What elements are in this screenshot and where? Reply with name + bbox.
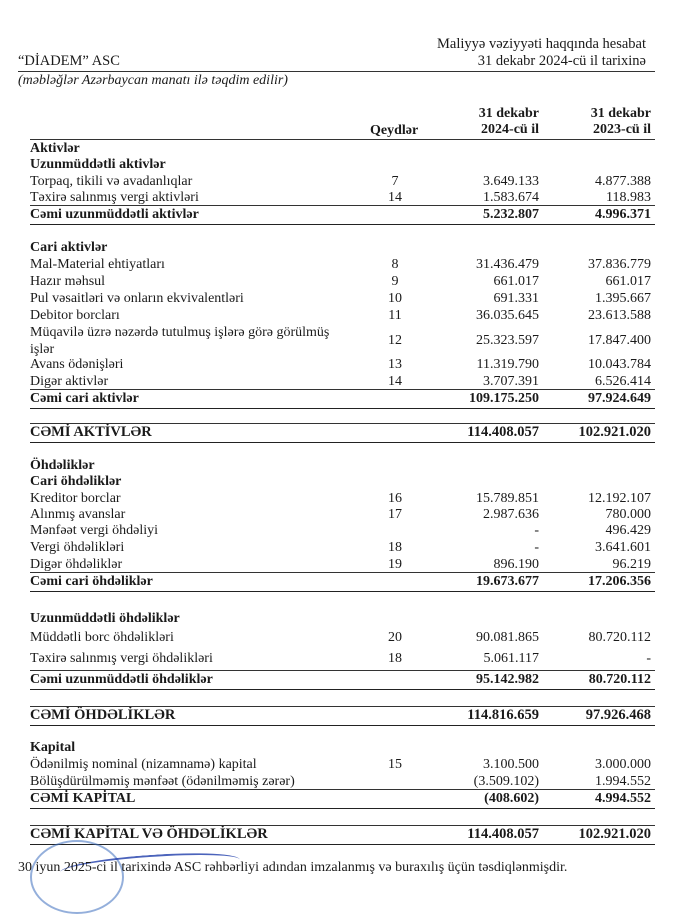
notes-header: Qeydlər bbox=[370, 123, 419, 138]
header-rule bbox=[18, 71, 655, 72]
value-2023: 6.526.414 bbox=[595, 374, 651, 389]
table-row bbox=[30, 290, 655, 307]
value-2023: 780.000 bbox=[605, 507, 651, 522]
total-row bbox=[30, 707, 655, 724]
row-note: 14 bbox=[388, 374, 402, 389]
col-2024-header-line1: 31 dekabr bbox=[478, 106, 539, 121]
row-label: CƏMİ ÖHDƏLİKLƏR bbox=[30, 707, 176, 723]
value-2023: 1.994.552 bbox=[595, 774, 651, 789]
row-label: Debitor borcları bbox=[30, 308, 120, 323]
table-row bbox=[30, 273, 655, 290]
total-rule-top bbox=[30, 789, 655, 790]
row-note: 19 bbox=[388, 557, 402, 572]
section-heading bbox=[30, 610, 655, 627]
value-2024: - bbox=[534, 523, 539, 538]
row-note: 18 bbox=[388, 540, 402, 555]
value-2024: 2.987.636 bbox=[483, 507, 539, 522]
row-label: Cəmi uzunmüddətli aktivlər bbox=[30, 207, 199, 222]
row-label: Bölüşdürülməmiş mənfəət (ödənilməmiş zərər) bbox=[30, 774, 295, 789]
value-2023: 102.921.020 bbox=[578, 826, 651, 842]
row-label: Uzunmüddətli öhdəliklər bbox=[30, 611, 180, 626]
total-rule-bottom bbox=[30, 844, 655, 845]
value-2024: 691.331 bbox=[493, 291, 539, 306]
row-note: 9 bbox=[391, 274, 399, 289]
row-label: Avans ödənişləri bbox=[30, 357, 124, 372]
value-2024: 36.035.645 bbox=[476, 308, 539, 323]
row-label: Müqavilə üzrə nəzərdə tutulmuş işlərə görə görülmüş bbox=[30, 325, 330, 340]
total-rule-bottom bbox=[30, 808, 655, 809]
table-row bbox=[30, 256, 655, 273]
value-2024: 1.583.674 bbox=[483, 190, 539, 205]
table-row bbox=[30, 356, 655, 373]
currency-note: (məbləğlər Azərbaycan manatı ilə təqdim edilir) bbox=[18, 73, 288, 88]
row-label: CƏMİ KAPİTAL bbox=[30, 791, 136, 806]
row-note: 13 bbox=[388, 357, 402, 372]
value-2023: 17.206.356 bbox=[588, 574, 651, 589]
value-2023: 12.192.107 bbox=[588, 491, 651, 506]
row-note: 10 bbox=[388, 291, 402, 306]
value-2024: 5.232.807 bbox=[483, 207, 539, 222]
value-2023: 80.720.112 bbox=[588, 672, 651, 687]
total-rule-top bbox=[30, 825, 655, 826]
row-label: CƏMİ KAPİTAL VƏ ÖHDƏLİKLƏR bbox=[30, 826, 268, 842]
value-2024: 11.319.790 bbox=[476, 357, 539, 372]
report-date: 31 dekabr 2024-cü il tarixinə bbox=[477, 53, 646, 69]
row-label: Torpaq, tikili və avadanlıqlar bbox=[30, 174, 193, 189]
value-2023: 4.994.552 bbox=[595, 791, 651, 806]
row-label: Pul vəsaitləri və onların ekvivalentləri bbox=[30, 291, 244, 306]
row-label: Cari aktivlər bbox=[30, 240, 108, 255]
table-row bbox=[30, 189, 655, 206]
row-label: Mal-Material ehtiyatları bbox=[30, 257, 165, 272]
row-note: 7 bbox=[391, 174, 399, 189]
row-label: Hazır məhsul bbox=[30, 274, 106, 289]
row-label: Təxirə salınmış vergi aktivləri bbox=[30, 190, 199, 205]
table-row bbox=[30, 506, 655, 523]
value-2024: 114.816.659 bbox=[467, 707, 539, 723]
row-label: Kapital bbox=[30, 740, 76, 755]
row-label: Cəmi cari öhdəliklər bbox=[30, 574, 153, 589]
value-2024: 896.190 bbox=[493, 557, 539, 572]
section-heading bbox=[30, 156, 655, 173]
row-label: Müddətli borc öhdəlikləri bbox=[30, 630, 174, 645]
value-2024: 15.789.851 bbox=[476, 491, 539, 506]
value-2024: 661.017 bbox=[493, 274, 539, 289]
table-row bbox=[30, 522, 655, 539]
value-2023: 661.017 bbox=[605, 274, 651, 289]
total-row bbox=[30, 826, 655, 843]
value-2023: 3.000.000 bbox=[595, 757, 651, 772]
value-2024: 3.100.500 bbox=[483, 757, 539, 772]
table-row bbox=[30, 756, 655, 773]
section-heading bbox=[30, 239, 655, 256]
total-rule-top bbox=[30, 205, 655, 206]
table-row bbox=[30, 773, 655, 790]
value-2023: 17.847.400 bbox=[588, 333, 651, 348]
value-2023: 102.921.020 bbox=[578, 424, 651, 440]
row-label: Digər öhdəliklər bbox=[30, 557, 123, 572]
total-rule-bottom bbox=[30, 224, 655, 225]
table-row bbox=[30, 490, 655, 507]
table-row bbox=[30, 539, 655, 556]
row-label: CƏMİ AKTİVLƏR bbox=[30, 424, 152, 440]
row-label: Öhdəliklər bbox=[30, 458, 95, 473]
value-2024: 114.408.057 bbox=[467, 424, 539, 440]
row-label: Cəmi cari aktivlər bbox=[30, 391, 139, 406]
row-note: 12 bbox=[388, 333, 402, 348]
total-rule-top bbox=[30, 423, 655, 424]
value-2024: 90.081.865 bbox=[476, 630, 539, 645]
row-label: Uzunmüddətli aktivlər bbox=[30, 157, 166, 172]
value-2023: 1.395.667 bbox=[595, 291, 651, 306]
col-2024-header-line2: 2024-cü il bbox=[481, 122, 539, 137]
report-title: Maliyyə vəziyyəti haqqında hesabat bbox=[437, 36, 646, 52]
col-2023-header-line2: 2023-cü il bbox=[593, 122, 651, 137]
total-row bbox=[30, 390, 655, 407]
row-note: 11 bbox=[388, 308, 402, 323]
table-row bbox=[30, 629, 655, 646]
value-2023: 97.924.649 bbox=[588, 391, 651, 406]
row-note: 17 bbox=[388, 507, 402, 522]
value-2024: 109.175.250 bbox=[469, 391, 539, 406]
table-row bbox=[30, 307, 655, 324]
row-note: 18 bbox=[388, 651, 402, 666]
row-label: Mənfəət vergi öhdəliyi bbox=[30, 523, 159, 538]
total-row bbox=[30, 790, 655, 807]
row-label: Aktivlər bbox=[30, 141, 80, 156]
row-label: Alınmış avanslar bbox=[30, 507, 126, 522]
table-row bbox=[30, 556, 655, 573]
value-2024: 114.408.057 bbox=[467, 826, 539, 842]
row-note: 16 bbox=[388, 491, 402, 506]
section-heading bbox=[30, 473, 655, 490]
value-2024: 5.061.117 bbox=[483, 651, 539, 666]
row-note: 14 bbox=[388, 190, 402, 205]
row-note: 20 bbox=[388, 630, 402, 645]
total-rule-bottom bbox=[30, 725, 655, 726]
value-2023: 23.613.588 bbox=[588, 308, 651, 323]
row-label: Kreditor borclar bbox=[30, 491, 121, 506]
total-rule-top bbox=[30, 572, 655, 573]
value-2023: 37.836.779 bbox=[588, 257, 651, 272]
value-2024: 3.649.133 bbox=[483, 174, 539, 189]
total-rule-top bbox=[30, 706, 655, 707]
value-2023: 496.429 bbox=[605, 523, 651, 538]
row-label: Cari öhdəliklər bbox=[30, 474, 122, 489]
value-2024: 31.436.479 bbox=[476, 257, 539, 272]
table-row bbox=[30, 650, 655, 667]
row-label: Cəmi uzunmüddətli öhdəliklər bbox=[30, 672, 213, 687]
value-2023: 118.983 bbox=[606, 190, 651, 205]
value-2024: 3.707.391 bbox=[483, 374, 539, 389]
value-2023: 10.043.784 bbox=[588, 357, 651, 372]
value-2023: 97.926.468 bbox=[585, 707, 651, 723]
total-rule-bottom bbox=[30, 591, 655, 592]
total-rule-bottom bbox=[30, 689, 655, 690]
total-row bbox=[30, 206, 655, 223]
section-heading bbox=[30, 457, 655, 474]
value-2024: - bbox=[534, 540, 539, 555]
row-label: Ödənilmiş nominal (nizamnamə) kapital bbox=[30, 757, 257, 772]
total-rule-bottom bbox=[30, 442, 655, 443]
total-row bbox=[30, 573, 655, 590]
row-label: Vergi öhdəlikləri bbox=[30, 540, 125, 555]
value-2023: 3.641.601 bbox=[595, 540, 651, 555]
value-2023: 4.877.388 bbox=[595, 174, 651, 189]
row-label: Digər aktivlər bbox=[30, 374, 109, 389]
section-heading bbox=[30, 739, 655, 756]
table-row bbox=[30, 373, 655, 390]
footer-approval-text: 30 iyun 2025-ci il tarixində ASC rəhbərliyi adından imzalanmış və buraxılış üçün təsdiqlənmişdir. bbox=[18, 860, 568, 875]
value-2023: 80.720.112 bbox=[588, 630, 651, 645]
row-note: 15 bbox=[388, 757, 402, 772]
value-2024: 25.323.597 bbox=[476, 333, 539, 348]
total-rule-bottom bbox=[30, 408, 655, 409]
value-2024: (408.602) bbox=[484, 791, 539, 806]
total-row bbox=[30, 671, 655, 688]
value-2024: (3.509.102) bbox=[473, 774, 539, 789]
row-note: 8 bbox=[391, 257, 399, 272]
company-name: “DİADEM” ASC bbox=[18, 53, 120, 69]
row-label-continued: işlər bbox=[30, 342, 55, 357]
row-label: Təxirə salınmış vergi öhdəlikləri bbox=[30, 651, 213, 666]
table-row bbox=[30, 324, 655, 357]
value-2023: 4.996.371 bbox=[595, 207, 651, 222]
value-2023: 96.219 bbox=[612, 557, 651, 572]
value-2024: 95.142.982 bbox=[476, 672, 539, 687]
total-rule-top bbox=[30, 670, 655, 671]
value-2024: 19.673.677 bbox=[476, 574, 539, 589]
value-2023: - bbox=[646, 651, 651, 666]
section-heading bbox=[30, 140, 655, 157]
table-row bbox=[30, 173, 655, 190]
total-rule-top bbox=[30, 389, 655, 390]
total-row bbox=[30, 424, 655, 441]
col-2023-header-line1: 31 dekabr bbox=[590, 106, 651, 121]
